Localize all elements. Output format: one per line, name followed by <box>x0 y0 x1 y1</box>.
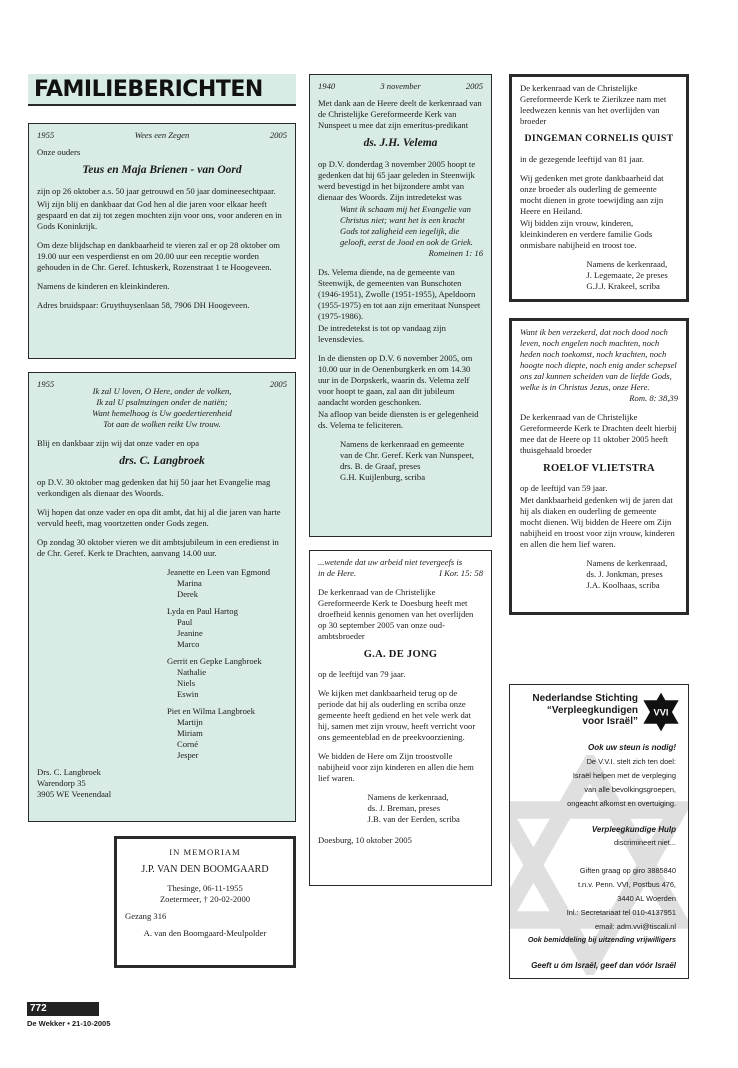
family-group: Gerrit en Gepke Langbroek Nathalie Niels Eswin <box>167 655 262 699</box>
notice-name: DINGEMAN CORNELIS QUIST <box>524 133 674 144</box>
signature: Namens de kerkenraad, ds. J. Jonkman, preses J.A. Koolhaas, scriba <box>586 558 668 591</box>
family-group: Piet en Wilma Langbroek Martijn Miriam Corné Jesper <box>167 705 256 760</box>
notice-name: ROELOF VLIETSTRA <box>543 463 655 474</box>
notice-quist: De kerkenraad van de Christelijke Gereformeerde Kerk te Zierikzee nam met leedwezen kennis van het overlijden van broeder DINGEMAN CORNELIS QUIST in de gezegende leeftijd van 81 jaar. Wij gedenken met grote dankbaarheid dat onze broeder als ouderling de gemeente mocht dienen in grote toewijding aan zijn Heere en Heiland. Wij bidden zijn vrouw, kinderen, kleinkinderen en verdere familie Gods onmisbare nabijheid en troost toe. Namens de kerkenraad, J. Legemaate, 2e preses G.J.J. Krakeel, scriba <box>509 74 689 302</box>
quote: Want ik schaam mij het Evangelie van Christus niet; want het is een kracht Gods tot zaligheid een iegelijk, die gelooft, eerst de Jood en ook de Griek. Romeinen 1: 16 <box>340 203 483 258</box>
notice-brienen: 1955 Wees een Zegen 2005 Onze ouders Teus en Maja Brienen - van Oord zijn op 26 oktober a.s. 50 jaar getrouwd en 50 jaar domineesechtpaar. Wij zijn blij en dankbaar dat God hen al die jaren voor elkaar heeft gespaard en dat zij tot zegen mochten zijn voor ons, voor anderen en in Gods Koninkrijk. Om deze blijdschap en dankbaarheid te vieren zal er op 28 oktober om 19.00 uur een vesperdienst en om 20.00 uur een receptie worden gehouden in de Chr. Geref. Ichtuskerk, Rozenstraat 1 te Hoogeveen. Namens de kinderen en kleinkinderen. Adres bruidspaar: Gruythuysenlaan 58, 7906 DH Hoogeveen. <box>28 123 296 359</box>
vvi-org-name: Nederlandse Stichting “Verpleegkundigen voor Israël” <box>532 693 638 727</box>
notice-de-jong: ...wetende dat uw arbeid niet tevergeefs is in de Here. I Kor. 15: 58 De kerkenraad van de Christelijke Gereformeerde Kerk te Doesburg heeft met droefheid kennis genomen van het overlijden op 30 september 2005 van onze oud-ambtsbroeder G.A. DE JONG op de leeftijd van 79 jaar. We kijken met dankbaarheid terug op de periode dat hij als ouderling en scriba onze gemeente heeft gediend en het vele werk dat hij, samen met zijn vrouw, heeft verricht voor ons gemeenteblad en de preekvoorziening. We bidden de Here om Zijn troostvolle nabijheid voor zijn kinderen en allen die hem lief waren. Namens de kerkenraad, ds. J. Breman, preses J.B. van der Eerden, scriba Doesburg, 10 oktober 2005 <box>309 550 492 886</box>
family-list <box>167 567 287 761</box>
notice-header: 1940 3 november 2005 <box>318 81 483 91</box>
vvi-advertisement: Nederlandse Stichting “Verpleegkundigen voor Israël” VVI Ook uw steun is nodig! De V.V.I. stelt zich ten doel: Israël helpen met de verpleging van alle bevolkingsgroepen, ongeacht afkomst en overtuiging. Verpleegkundige Hulp discrimineert niet... Giften graag op giro 3885840 t.n.v. Penn. VVI, Postbus 476, 3440 AL Woerden Inl.: Secretariaat tel 010-4137951 email: adm.vvi@tiscali.nl Ook bemiddeling bij uitzending vrijwilligers Geeft u óm Israël, geef dan vóór Israël <box>509 684 689 979</box>
notice-name: Teus en Maja Brienen - van Oord <box>82 164 242 176</box>
signature: Namens de kerkenraad, ds. J. Breman, preses J.B. van der Eerden, scriba <box>367 792 460 825</box>
notice-name: ds. J.H. Velema <box>363 137 438 149</box>
publication-line: De Wekker • 21-10-2005 <box>27 1019 111 1028</box>
poem: Ik zal U loven, O Here, onder de volken, Ik zal U psalmzingen onder de natiën; Want hemelhoog is Uw goedertierenheid Tot aan de wolken reikt Uw trouw. <box>92 386 232 429</box>
family-group: Lyda en Paul Hartog Paul Jeanine Marco <box>167 605 238 649</box>
section-title-band <box>28 74 296 106</box>
notice-in-memoriam: IN MEMORIAM J.P. VAN DEN BOOMGAARD Thesinge, 06-11-1955 Zoetermeer, † 20-02-2000 Gezang 316 A. van den Boomgaard-Meulpolder <box>114 836 296 968</box>
signature: Namens de kerkenraad, J. Legemaate, 2e preses G.J.J. Krakeel, scriba <box>586 258 668 291</box>
notice-vlietstra: Want ik ben verzekerd, dat noch dood noch leven, noch engelen noch machten, noch heden noch toekomst, noch krachten, noch hoogte noch diepte, noch enig ander schepsel ons zal kunnen scheiden van de liefde Gods, welke is in Christus Jezus, onze Here. Rom. 8: 38,39 De kerkenraad van de Christelijke Gereformeerde Kerk te Drachten deelt hierbij mee dat de Heere op 11 oktober 2005 heeft thuisgehaald broeder ROELOF VLIETSTRA op de leeftijd van 59 jaar. Met dankbaarheid gedenken wij de jaren dat hij als diaken en ouderling de gemeente mocht dienen. Wij bidden de Heere om Zijn nabijheid en troost voor zijn vrouw, kinderen en allen die hem lief waren. Namens de kerkenraad, ds. J. Jonkman, preses J.A. Koolhaas, scriba <box>509 318 689 615</box>
quote: Want ik ben verzekerd, dat noch dood noch leven, noch engelen noch machten, noch heden noch toekomst, noch krachten, noch hoogte noch diepte, noch enig ander schepsel ons zal kunnen scheiden van de liefde Gods, welke is in Christus Jezus, onze Here. Rom. 8: 38,39 <box>520 327 678 403</box>
notice-name: drs. C. Langbroek <box>119 455 205 467</box>
quote: ...wetende dat uw arbeid niet tevergeefs is in de Here. I Kor. 15: 58 <box>318 557 483 578</box>
notice-header: 1955 2005 <box>37 379 287 389</box>
svg-text:VVI: VVI <box>653 707 669 718</box>
section-title: FAMILIEBERICHTEN <box>34 77 263 102</box>
sender-address: Drs. C. Langbroek Warendorp 35 3905 WE Veenendaal <box>37 766 112 799</box>
notice-velema: 1940 3 november 2005 Met dank aan de Heere deelt de kerkenraad van de Christelijke Gereformeerde Kerk van Nunspeet u mee dat zijn emeritus-predikant ds. J.H. Velema op D.V. donderdag 3 november 2005 hoopt te gedenken dat hij 65 jaar geleden in Steenwijk werd bevestigd in het bijzondere ambt van dienaar des Woords. Zijn intredetekst was Want ik schaam mij het Evangelie van Christus niet; want het is een kracht Gods tot zaligheid een iegelijk, die gelooft, eerst de Jood en ook de Griek. Romeinen 1: 16 Ds. Velema diende, na de gemeente van Steenwijk, de gemeenten van Bunschoten (1946-1951), Zwolle (1951-1955), Apeldoorn (1955-1975) en tot aan zijn emeritaat Nunspeet (1975-1986). De intredetekst is tot op vandaag zijn levensdevies. In de diensten op D.V. 6 november 2005, om 10.00 uur in de Oenenburgkerk en om 14.30 uur in de Dorpskerk, waarin ds. Velema zelf voor hoopt te gaan, zal aan dit jubileum aandacht worden geschonken. Na afloop van beide diensten is er gelegenheid ds. Velema te feliciteren. Namens de kerkenraad en gemeente van de Chr. Geref. Kerk van Nunspeet, drs. B. de Graaf, preses G.H. Kuijlenburg, scriba <box>309 74 492 537</box>
notice-header: 1955 Wees een Zegen 2005 <box>37 130 287 140</box>
family-group: Jeanette en Leen van Egmond Marina Derek <box>167 566 271 599</box>
vvi-logo-icon <box>640 691 682 733</box>
page-number: 772 <box>27 1002 99 1016</box>
notice-name: G.A. DE JONG <box>363 649 438 660</box>
notice-name: J.P. VAN DEN BOOMGAARD <box>141 864 269 875</box>
notice-langbroek: 1955 2005 Ik zal U loven, O Here, onder de volken, Ik zal U psalmzingen onder de natiën; Want hemelhoog is Uw goedertierenheid Tot aan de wolken reikt Uw trouw. Blij en dankbaar zijn wij dat onze vader en opa drs. C. Langbroek op D.V. 30 oktober mag gedenken dat hij 50 jaar het Evangelie mag verkondigen als dienaar des Woords. Wij hopen dat onze vader en opa dit ambt, dat hij al die jaren van harte vervuld heeft, mag voortzetten onder Gods zegen. Op zondag 30 oktober vieren we dit ambtsjubileum in een eredienst in de Chr. Geref. Kerk te Drachten, aanvang 14.00 uur. Jeanette en Leen van Egmond Marina Derek Lyda en Paul Hartog Paul Jeanine Marco Gerrit en Gepke Langbroek Nathalie Niels Eswin Piet en Wilma Langbroek Martijn Miriam Corné Jesper Drs. C. Langbroek Warendorp 35 3905 WE Veenendaal <box>28 372 296 822</box>
signature: Namens de kerkenraad en gemeente van de Chr. Geref. Kerk van Nunspeet, drs. B. de Graaf, preses G.H. Kuijlenburg, scriba <box>340 438 474 482</box>
